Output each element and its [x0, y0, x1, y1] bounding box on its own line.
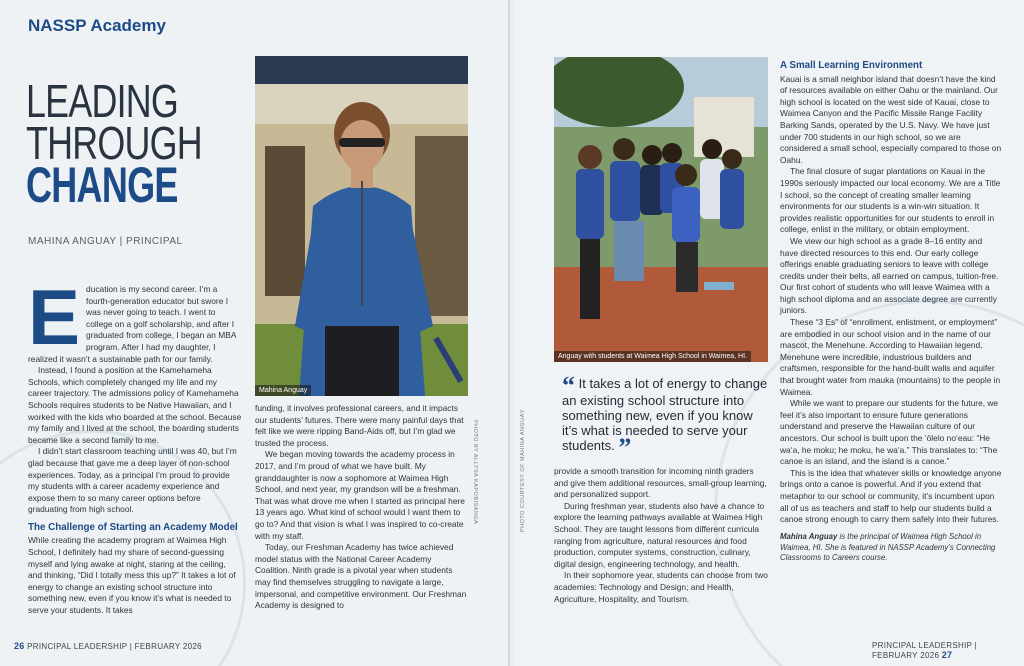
- section-label: NASSP Academy: [28, 16, 166, 35]
- paragraph: We view our high school as a grade 8–16 entity and have directed resources to this end. Our early college offerings enable graduating seniors to leave with college credits under their belts, all earned on campus, tuition-free. Our first cohort of students who will leave Waimea with a high school diploma and an associate degree are currently juniors.: [780, 235, 999, 316]
- title-line-1: LEADING: [26, 75, 179, 127]
- right-page: [514, 0, 1024, 666]
- page-number: 26: [14, 641, 25, 651]
- footer-left: [14, 641, 202, 651]
- group-photo-illustration: [554, 57, 768, 362]
- quote-text: It takes a lot of energy to change an existing school structure into something new, even if you know it’s what is needed to serve your students.: [562, 376, 768, 453]
- paragraph: In their sophomore year, students can choose from two academies: Technology and Design; and Health, Agriculture, Hospitality, and Tourism.: [554, 570, 768, 604]
- paragraph: During freshman year, students also have a chance to explore the learning pathways available at Waimea High School. They are taught lessons from different curricula ranging from agriculture, natural resources and food production, computer systems, construction, culinary, digital design, engineering technology, and health.: [554, 500, 765, 569]
- principal-photo: [255, 56, 468, 396]
- paragraph: funding, it involves professional careers, and it impacts our students’ futures. There were many painful days that felt like we were ripping Band-Aids off, but I’m glad we trusted the process.: [255, 403, 464, 448]
- paragraph: ducation is my second career. I’m a fourth-generation educator but swore I was never going to teach. I went to college on a golf scholarship, and after I graduated from college, I began an MBA program. After I had my daughter, I realized it wasn’t a sustainable path for our family.: [28, 284, 236, 364]
- paragraph: Instead, I found a position at the Kamehameha Schools, which completely changed my life and my career trajectory. The admissions policy of Kamehameha Schools requires students to be Native Hawaiian, and I worked with the kids who boarded at the school. Because my family and I lived at the school, the boarding students became like a second family to me.: [28, 365, 242, 445]
- paragraph: While we want to prepare our students for the future, we feel it’s also important to ensure future generations understand and preserve the Hawaiian culture of our ancestors. Our school is built upon the ‘ōlelo no‘eau: “He wa‘a, he moku; he moku, he wa‘a.” This translates to: “The canoe is an island, and the island is a canoe.”: [780, 398, 999, 467]
- footer-right: [872, 641, 1024, 660]
- paragraph: The final closure of sugar plantations on Kauai in the 1990s seriously impacted our local economy. We are a Title I school, so the concept of creating smaller learning environments for our students is a win-win situation. It provides realistic opportunities for our students to enroll in college, enlist in the military, or obtain employment.: [780, 166, 1001, 235]
- paragraph: I didn’t start classroom teaching until I was 40, but I’m glad because that gave me a deep layer of non-school experiences. Today, as a principal I’m proud to provide my students with a career academy experience and expose them to so many career options before graduating from high school.: [28, 446, 237, 515]
- paragraph: Today, our Freshman Academy has twice achieved model status with the National Career Academy Coalition. Ninth grade is a pivotal year when students may find themselves struggling to navigate a large, impersonal, and competitive environment. Our Freshman Academy is designed to: [255, 542, 467, 611]
- subheading: The Challenge of Starting an Academy Model: [28, 521, 238, 533]
- paragraph: provide a smooth transition for incoming ninth graders and give them additional resources, small-group learning, and personalized support.: [554, 466, 767, 500]
- page-number: 27: [941, 650, 953, 660]
- subheading: A Small Learning Environment: [780, 60, 923, 71]
- principal-photo-illustration: [255, 56, 468, 396]
- footer-text: PRINCIPAL LEADERSHIP | FEBRUARY 2026: [872, 641, 978, 660]
- paragraph: We began moving towards the academy process in 2017, and I’m proud of what we have built. My granddaughter is now a sophomore at Waimea High School, and next year, my grandson will be a freshman. That was what drove me when I started as principal here 13 years ago. What kind of school would I want them to go to? And that vision is what I was inspired to co-create with my staff.: [255, 449, 465, 541]
- bio-name: Mahina Anguay: [780, 531, 838, 541]
- paragraph: While creating the academy program at Waimea High School, I definitely had my share of second-guessing myself and lying awake at night, staring at the ceiling, and thinking, “Did I totally mess this up?” It takes a lot of energy to change an existing school structure into something new, even if you know it’s what is needed to serve your students. It takes: [28, 535, 236, 616]
- pull-quote: [562, 371, 772, 462]
- quote-open-mark: “: [562, 371, 575, 400]
- title-line-3: CHANGE: [26, 157, 178, 213]
- footer-text: PRINCIPAL LEADERSHIP | FEBRUARY 2026: [27, 642, 202, 651]
- bio-text: is the principal of Waimea High School in Waimea, HI. She is featured in NASSP Academy’s Connecting Classrooms to Careers course.: [780, 531, 996, 563]
- column-1: [28, 273, 242, 617]
- paragraph: This is the idea that whatever skills or knowledge anyone brings onto a canoe is powerful. And if you extend that metaphor to our school or community, it’s incumbent upon all of us as teachers and staff to help our students build a canoe strong enough to carry them safely into their futures.: [780, 467, 1002, 525]
- title-line-2: THROUGH: [26, 117, 202, 169]
- photo-caption: Mahina Anguay: [255, 385, 311, 396]
- quote-close-mark: ”: [618, 433, 632, 462]
- column-2: [255, 403, 468, 612]
- byline: MAHINA ANGUAY | PRINCIPAL: [28, 236, 183, 247]
- article-title: [26, 75, 252, 213]
- group-photo: [554, 57, 768, 362]
- paragraph: These “3 Es” of “enrollment, enlistment, or employment” are embodied in our school vision and in the name of our mascot, the Menehune. According to Hawaiian legend, Menehune were incredible, industrious builders and craftsmen, responsible for the hand-built walls and aquifer that brought water from mauka (mountains) to the people in Waimea.: [780, 317, 1001, 397]
- author-bio: [780, 532, 1002, 564]
- column-4: [780, 60, 1002, 564]
- photo-caption: Anguay with students at Waimea High School in Waimea, HI.: [554, 351, 751, 362]
- column-3: [554, 466, 768, 605]
- drop-cap: E: [28, 273, 81, 361]
- paragraph: Kauai is a small neighbor island that doesn’t have the kind of resources available on either Oahu or the mainland. Our high school is located on the west side of Kauai, close to Waimea Canyon and the Pacific Missile Range Facility Barking Sands, operated by the U.S. Navy. We have just under 700 students in our high school, so we are considered a small school, especially compared to those on Oahu.: [780, 73, 1002, 165]
- photo-credit: PHOTO COURTESY OF MAHINA ANGUAY: [520, 409, 526, 532]
- photo-credit: PHOTO BY ALLYSA KAPOBISANGA: [472, 420, 478, 525]
- left-page: [0, 0, 510, 666]
